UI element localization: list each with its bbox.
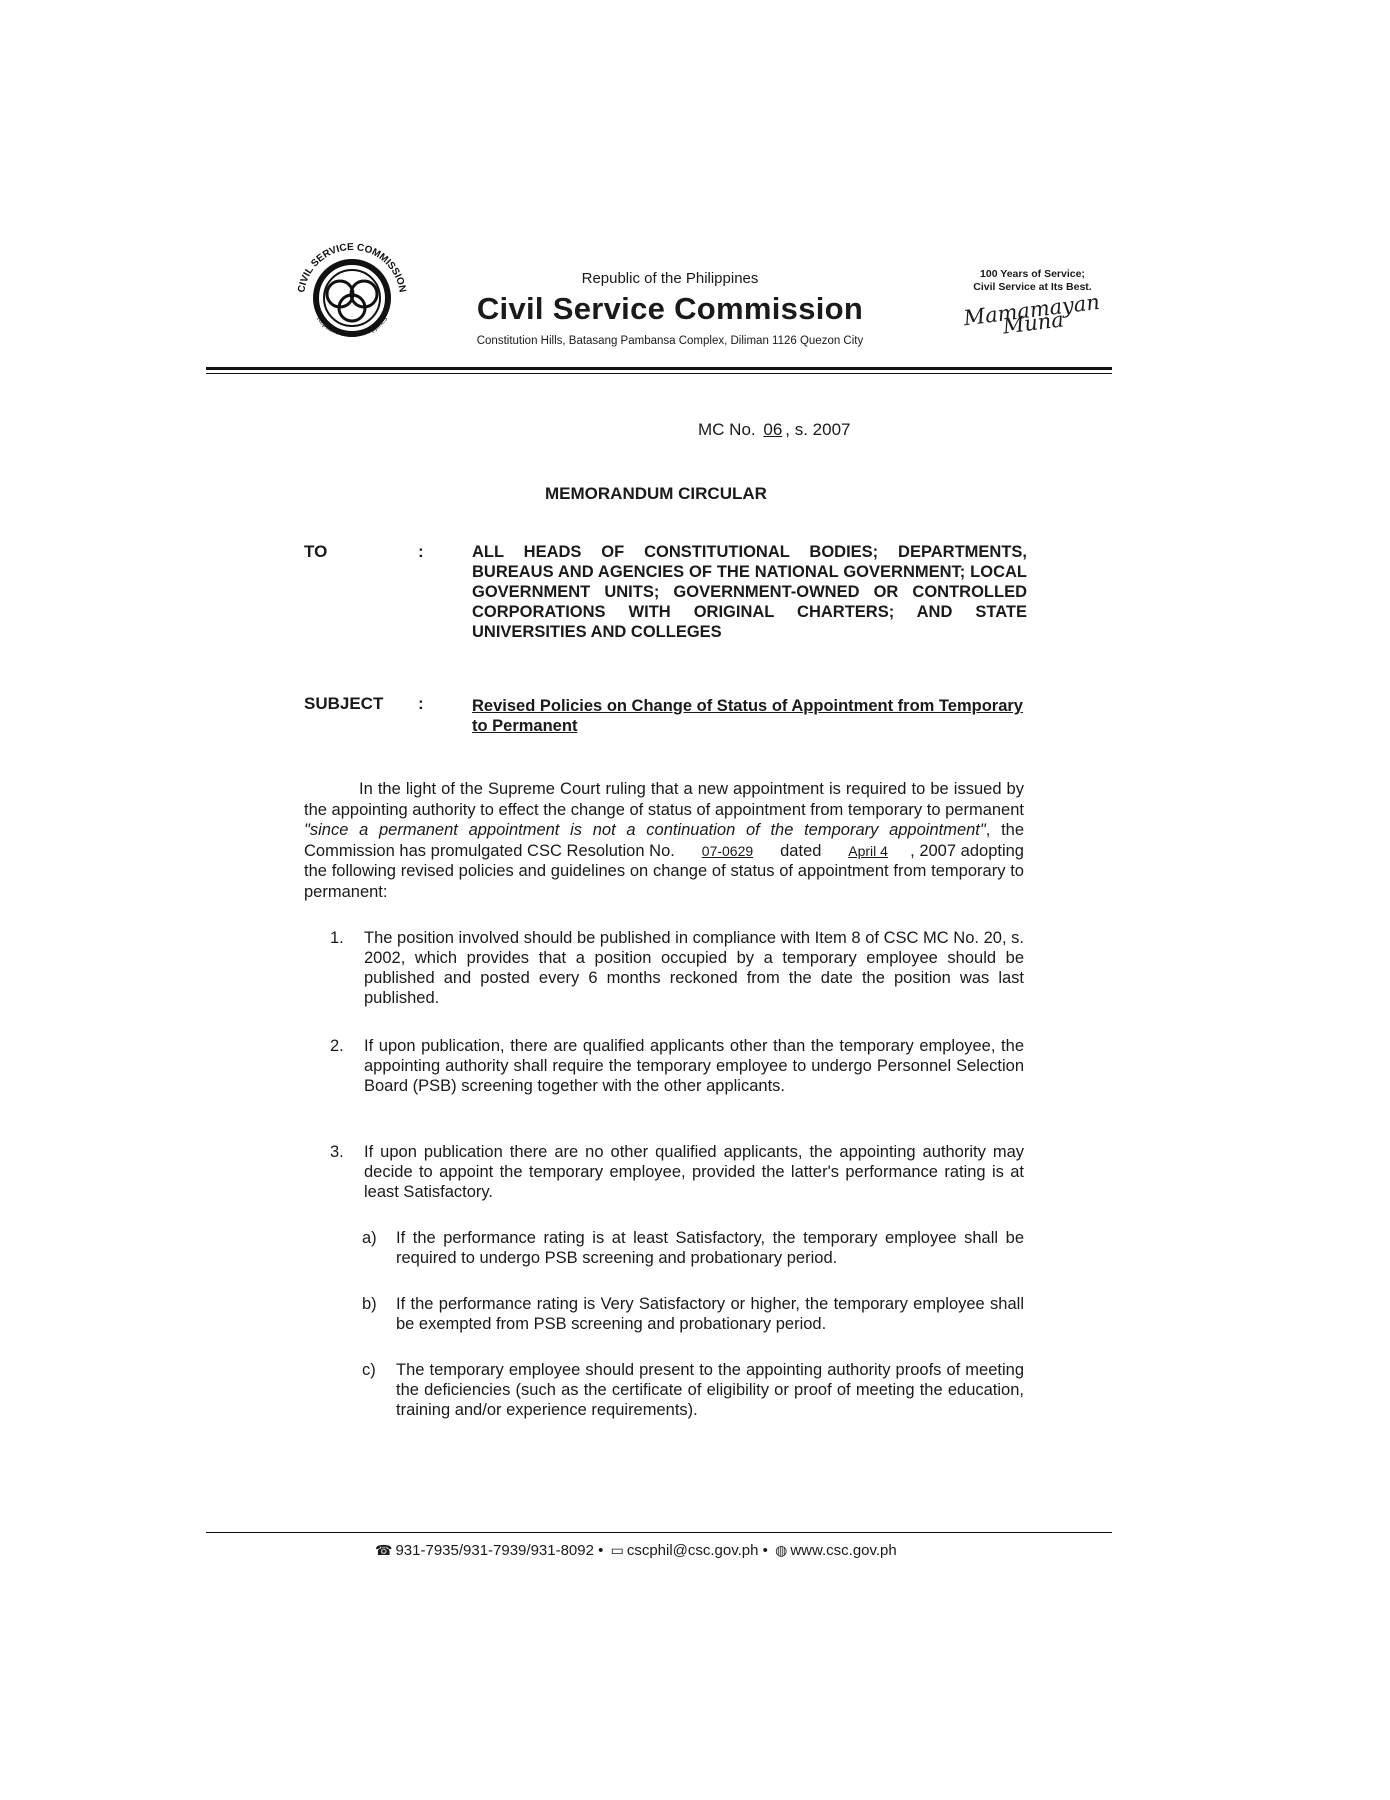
letterhead-rule-thick [206, 367, 1112, 370]
sub-item-text: The temporary employee should present to the appointing authority proofs of meeting the deficiencies (such as the certificate of eligibility or proof of meeting the education, training and/or experience requirements). [396, 1361, 1024, 1419]
sub-item-text: If the performance rating is Very Satisfactory or higher, the temporary employee shall be exempted from PSB screening and probationary period. [396, 1295, 1024, 1333]
list-item-2 [330, 1036, 1024, 1096]
footer-email[interactable]: cscphil@csc.gov.ph [626, 1542, 759, 1559]
letterhead-tagline [950, 268, 1115, 339]
footer-phone: 931-7935/931-7939/931-8092 [395, 1542, 594, 1559]
tagline-line-2: Civil Service at Its Best. [973, 281, 1092, 293]
to-recipients: ALL HEADS OF CONSTITUTIONAL BODIES; DEPARTMENTS, BUREAUS AND AGENCIES OF THE NATIONAL GOVERNMENT; LOCAL GOVERNMENT UNITS; GOVERNMENT-OWNED OR CONTROLLED CORPORATIONS WITH ORIGINAL CHARTERS; AND STATE UNIVERSITIES AND COLLEGES [472, 543, 1027, 641]
csc-seal-logo [290, 236, 414, 360]
item-number: 1. [330, 929, 344, 947]
sub-item-c [362, 1360, 1024, 1420]
footer-website[interactable]: www.csc.gov.ph [790, 1542, 897, 1559]
mc-suffix: , s. 2007 [785, 420, 851, 439]
to-label: TO [304, 542, 328, 561]
intro-quote: "since a permanent appointment is not a continuation of the temporary appointment" [304, 821, 986, 839]
sub-item-letter: c) [362, 1361, 376, 1379]
item-number: 3. [330, 1143, 344, 1161]
tagline-line-1: 100 Years of Service; [980, 268, 1085, 280]
footer-separator: • [598, 1542, 604, 1559]
item-text: The position involved should be published in compliance with Item 8 of CSC MC No. 20, s. 2002, which provides that a position occupied by a temporary employee should be published and posted every 6 months reckoned from the date the position was last published. [364, 929, 1024, 1007]
seal-text-bottom: Republic of the Philippines [314, 315, 390, 339]
letterhead-center [420, 270, 920, 347]
item-text: If upon publication, there are qualified applicants other than the temporary employee, the appointing authority shall require the temporary employee to undergo Personnel Selection Board (PSB) screening together with the other applicants. [364, 1037, 1024, 1095]
list-item-1 [330, 928, 1024, 1008]
svg-text:CIVIL SERVICE COMMISSION [296, 242, 407, 294]
sub-item-text: If the performance rating is at least Satisfactory, the temporary employee shall be required to undergo PSB screening and probationary period. [396, 1229, 1024, 1267]
item-text: If upon publication there are no other qualified applicants, the appointing authority may decide to appoint the temporary employee, provided the latter's performance rating is at least Satisfactory. [364, 1143, 1024, 1201]
phone-icon: ☎ [375, 1542, 393, 1558]
intro-part-1: In the light of the Supreme Court ruling that a new appointment is required to be issued by the appointing authority to effect the change of status of appointment from temporary to permanent [304, 780, 1024, 819]
resolution-number: 07-0629 [701, 842, 754, 859]
item-number: 2. [330, 1037, 344, 1055]
intro-part-2: , the Commission has promulgated CSC Resolution No. [304, 821, 1025, 860]
motto-signature: Mamamayan Muna [962, 289, 1102, 339]
subject-title: Revised Policies on Change of Status of Appointment from Temporary to Permanent [472, 697, 1023, 735]
agency-address: Constitution Hills, Batasang Pambansa Complex, Diliman 1126 Quezon City [476, 335, 864, 347]
seal-text-top: CIVIL SERVICE COMMISSION [296, 241, 408, 294]
subject-colon: : [418, 694, 424, 713]
footer-rule [206, 1532, 1112, 1533]
mc-number-line [698, 420, 851, 440]
sub-item-b [362, 1294, 1024, 1334]
computer-icon: ▭ [610, 1542, 624, 1558]
letterhead-rule-thin [206, 373, 1112, 374]
to-colon: : [418, 542, 424, 561]
republic-line: Republic of the Philippines [581, 270, 759, 287]
footer-separator: • [762, 1542, 768, 1559]
sub-item-letter: a) [362, 1229, 377, 1247]
subject-label: SUBJECT [304, 694, 384, 713]
footer-contacts [372, 1542, 897, 1559]
sub-item-a [362, 1228, 1024, 1268]
intro-paragraph [304, 779, 1024, 902]
globe-icon: ◍ [775, 1542, 788, 1558]
document-type-heading: MEMORANDUM CIRCULAR [545, 484, 767, 503]
agency-title: Civil Service Commission [476, 291, 864, 326]
sub-item-letter: b) [362, 1295, 377, 1313]
mc-prefix: MC No. [698, 420, 756, 439]
mc-number: 06 [763, 420, 783, 439]
resolution-date: April 4 [848, 842, 888, 859]
list-item-3 [330, 1142, 1024, 1202]
intro-dated: dated [775, 841, 827, 860]
intro-part-3: , 2007 adopting the following revised policies and guidelines on change of status of appointment from temporary to permanent: [304, 841, 1024, 901]
